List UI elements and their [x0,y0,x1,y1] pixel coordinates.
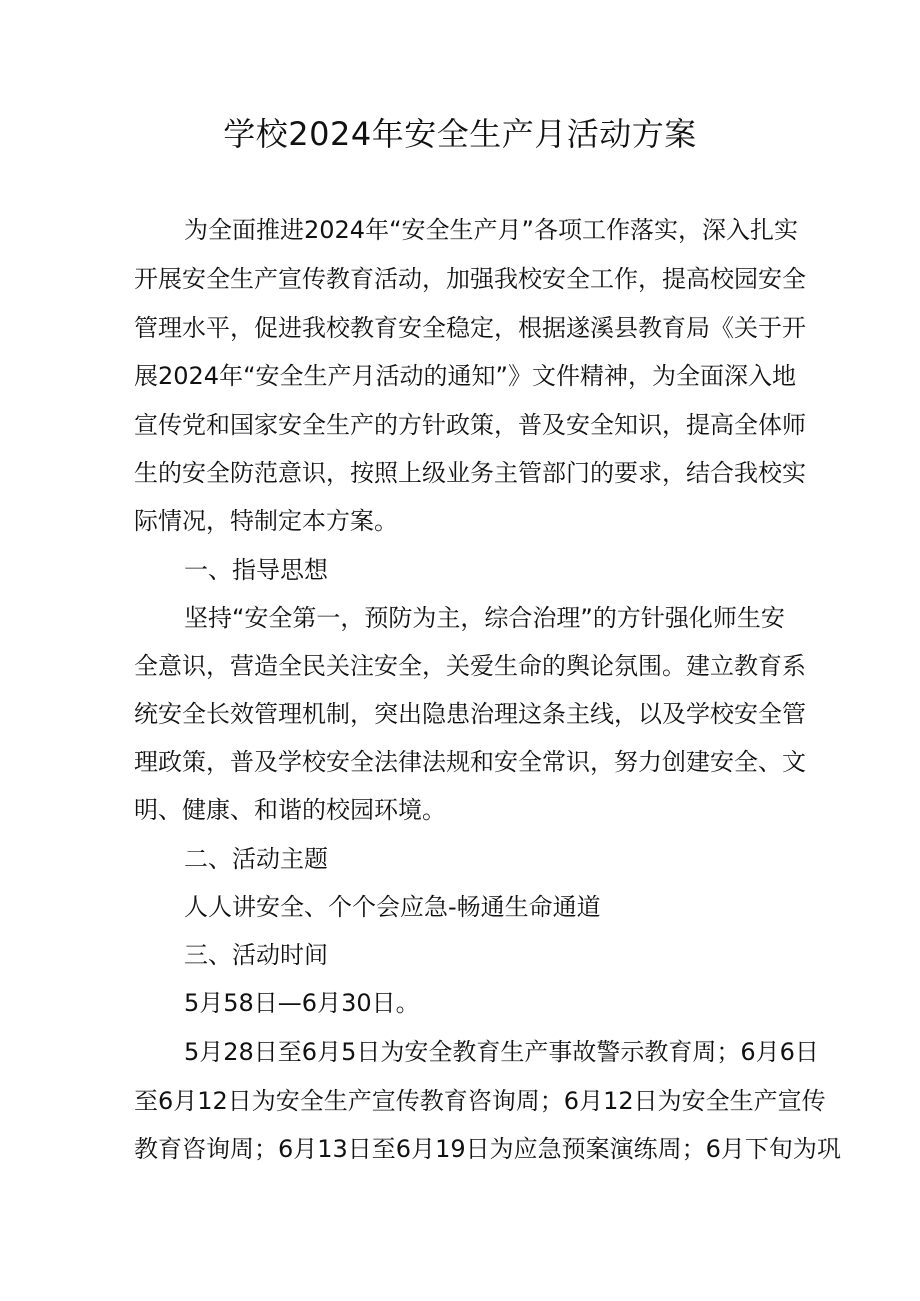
paragraph-line: 5月28日至6月5日为安全教育生产事故警示教育周；6月6日 [184,1038,819,1066]
paragraph-line: 5月58日—6月30日。 [184,989,420,1017]
paragraph-line: 开展安全生产宣传教育活动，加强我校安全工作，提高校园安全 [134,265,806,293]
document-title: 学校2024年安全生产月活动方案 [223,115,697,153]
paragraph-line: 至6月12日为安全生产宣传教育咨询周；6月12日为安全生产宣传 [134,1087,826,1115]
paragraph-line: 全意识，营造全民关注安全，关爱生命的舆论氛围。建立教育系 [134,652,806,680]
paragraph-line: 理政策，普及学校安全法律法规和安全常识，努力创建安全、文 [134,748,806,776]
paragraph-line: 际情况，特制定本方案。 [134,507,398,535]
paragraph-line: 展2024年“安全生产月活动的通知”》文件精神，为全面深入地 [134,362,796,390]
section-heading: 三、活动时间 [184,941,328,969]
paragraph-line: 宣传党和国家安全生产的方针政策，普及安全知识，提高全体师 [134,411,806,439]
paragraph-line: 生的安全防范意识，按照上级业务主管部门的要求，结合我校实 [134,459,806,487]
paragraph-line: 坚持“安全第一，预防为主，综合治理”的方针强化师生安 [184,604,785,632]
section-heading: 二、活动主题 [184,845,328,873]
paragraph-line: 人人讲安全、个个会应急-畅通生命通道 [184,893,601,921]
paragraph-line: 教育咨询周；6月13日至6月19日为应急预案演练周；6月下旬为巩 [134,1135,841,1163]
paragraph-line: 管理水平，促进我校教育安全稳定，根据遂溪县教育局《关于开 [134,314,806,342]
paragraph-line: 统安全长效管理机制，突出隐患治理这条主线，以及学校安全管 [134,700,806,728]
section-heading: 一、指导思想 [184,556,328,584]
paragraph-line: 为全面推进2024年“安全生产月”各项工作落实，深入扎实 [184,216,798,244]
paragraph-line: 明、健康、和谐的校园环境。 [134,796,446,824]
